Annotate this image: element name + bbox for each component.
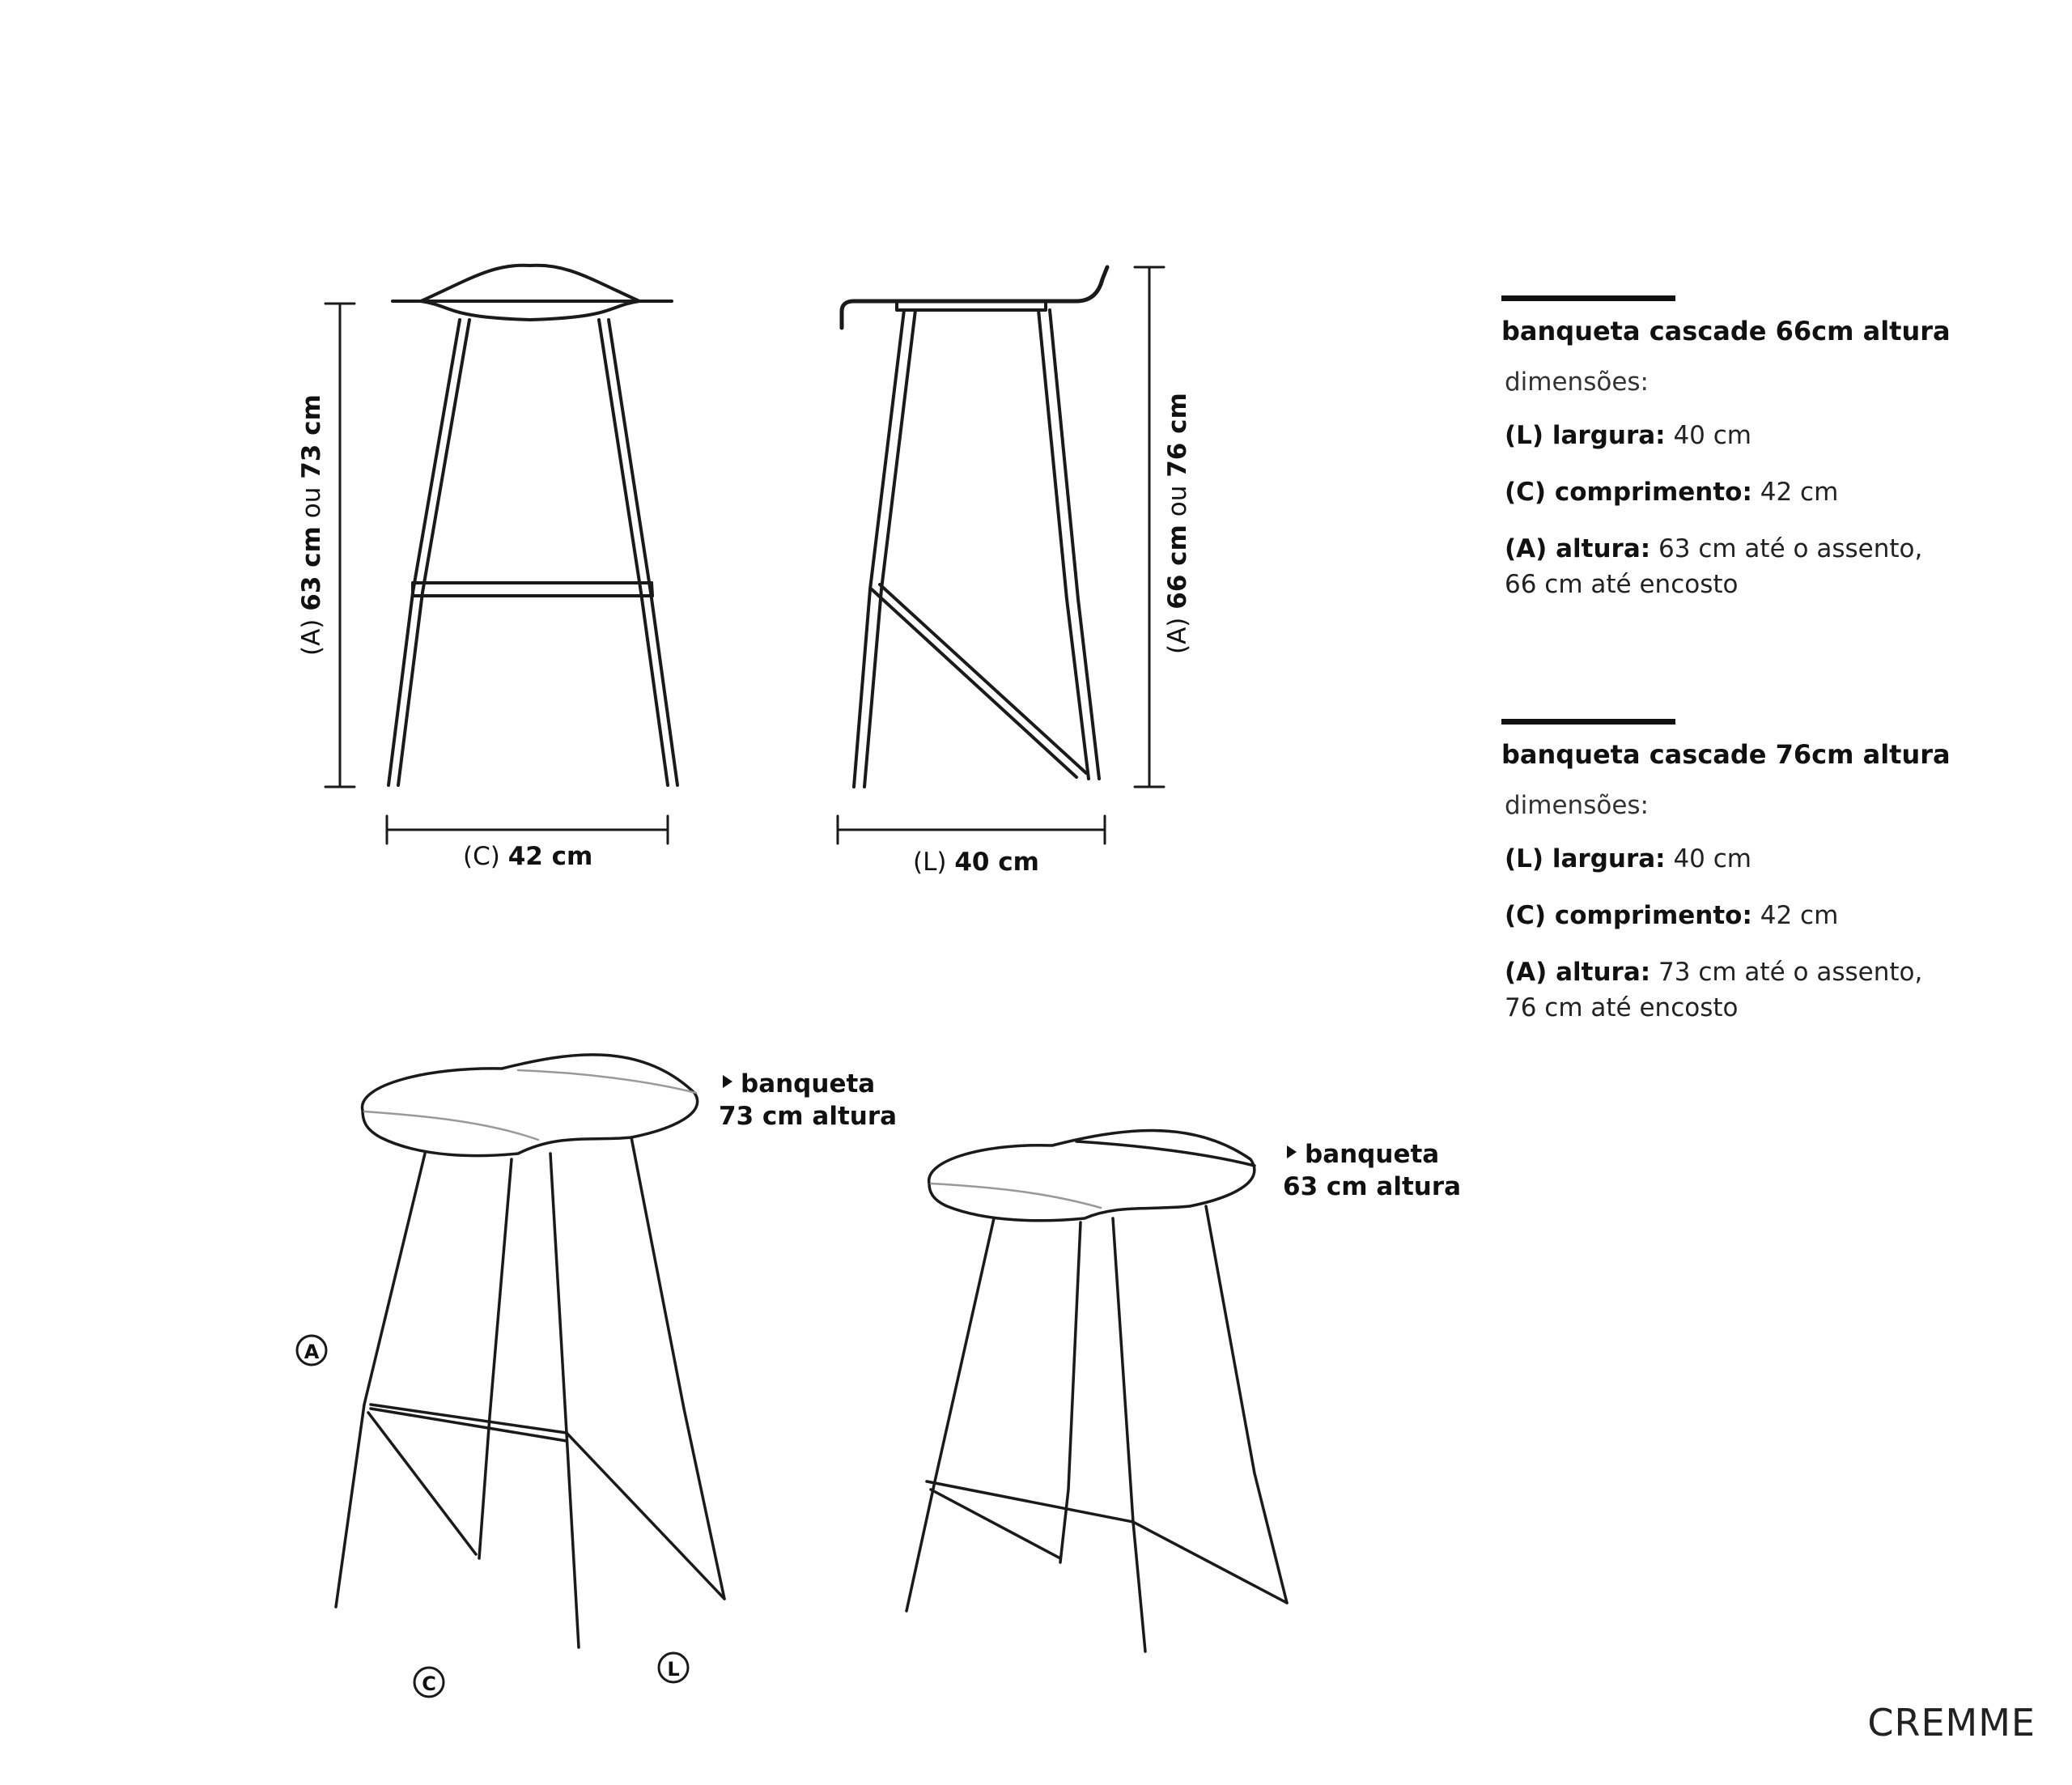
spec-dimensions-label: dimensões:: [1505, 791, 1649, 820]
side-height-dimension-line: [1135, 267, 1164, 787]
short-label-arrow-icon: [1287, 1145, 1297, 1158]
front-width-label: (C) 42 cm: [463, 842, 593, 871]
spec-divider-bar: [1501, 295, 1675, 301]
spec-title: banqueta cascade 66cm altura: [1501, 316, 1951, 346]
spec-width-row: (L) largura: 40 cm: [1505, 421, 1751, 450]
spec-length-row: (C) comprimento: 42 cm: [1505, 901, 1839, 930]
perspective-short-stool: [906, 1130, 1287, 1651]
front-view-stool: [388, 266, 677, 785]
side-height-label: (A) 66 cm ou 76 cm: [1163, 393, 1192, 654]
spec-title: banqueta cascade 76cm altura: [1501, 739, 1951, 770]
marker-l-label: L: [667, 1658, 680, 1681]
short-stool-label-line1: banqueta: [1305, 1140, 1440, 1169]
spec-height-row: (A) altura: 73 cm até o assento, 76 cm até encosto: [1505, 958, 1923, 1022]
spec-divider-bar: [1501, 719, 1675, 725]
spec-panel-66cm: [1501, 295, 2019, 623]
tall-stool-label-line1: banqueta: [741, 1069, 876, 1099]
front-height-dimension-line: [325, 304, 355, 787]
marker-a-label: A: [304, 1341, 320, 1363]
short-stool-label-line2: 63 cm altura: [1283, 1172, 1462, 1201]
brand-logo: CREMME: [1867, 1701, 2036, 1745]
spec-height-row: (A) altura: 63 cm até o assento, 66 cm até encosto: [1505, 534, 1923, 599]
front-width-dimension-line: [387, 816, 668, 844]
perspective-tall-stool: [336, 1055, 724, 1647]
spec-panel-76cm: [1501, 719, 2019, 1047]
side-width-dimension-line: [838, 816, 1105, 844]
spec-dimensions-label: dimensões:: [1505, 368, 1649, 397]
side-view-stool: [842, 267, 1107, 787]
tall-stool-label-line2: 73 cm altura: [719, 1102, 898, 1131]
front-height-label: (A) 63 cm ou 73 cm: [297, 394, 326, 656]
side-width-label: (L) 40 cm: [913, 848, 1039, 877]
spec-length-row: (C) comprimento: 42 cm: [1505, 478, 1839, 507]
spec-width-row: (L) largura: 40 cm: [1505, 844, 1751, 873]
tall-label-arrow-icon: [723, 1075, 732, 1088]
marker-c-label: C: [422, 1672, 436, 1695]
